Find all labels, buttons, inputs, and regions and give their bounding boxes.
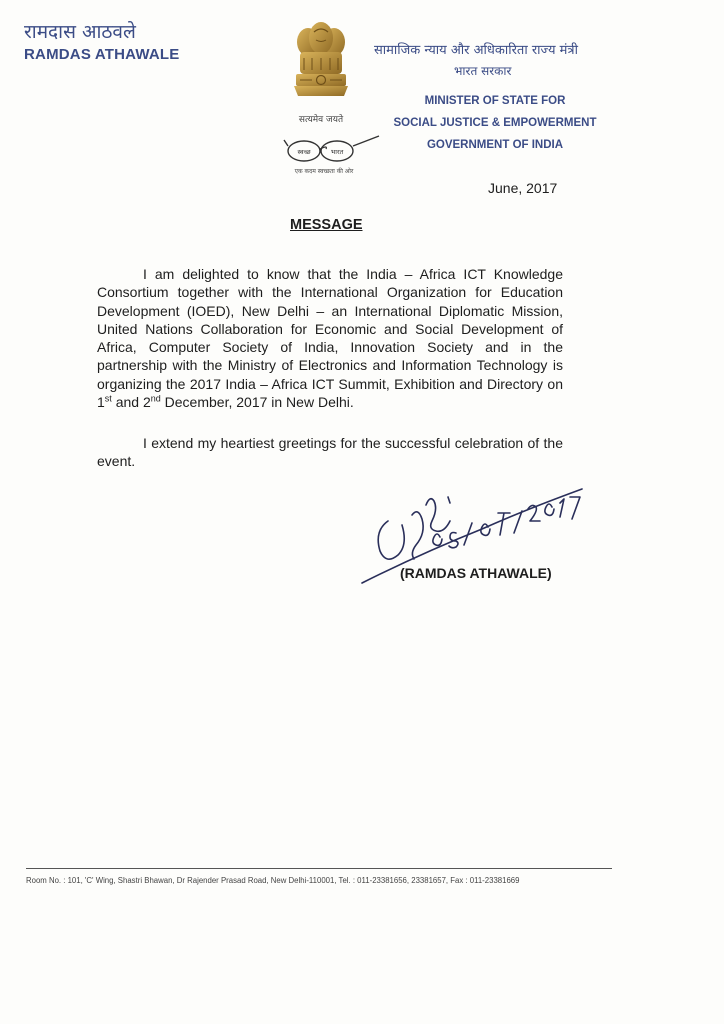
sender-name-english: RAMDAS ATHAWALE: [24, 46, 180, 63]
sender-name-hindi: रामदास आठवले: [24, 21, 136, 43]
message-paragraph-1: [97, 265, 563, 411]
emblem-motto: सत्यमेव जयते: [298, 115, 344, 125]
swachh-right-text: भारत: [330, 148, 344, 156]
footer-address: Room No. : 101, 'C' Wing, Shastri Bhawan, Dr Rajender Prasad Road, New Delhi-110001, Tel. : 011-23381656, 23381657, Fax : 011-23381669: [26, 876, 520, 885]
ministry-title-hindi: सामाजिक न्याय और अधिकारिता राज्य मंत्री: [374, 43, 578, 58]
para1-sup-nd: nd: [150, 393, 161, 404]
letter-date: June, 2017: [488, 180, 558, 196]
swachh-tagline: एक कदम स्वच्छता की ओर: [294, 168, 354, 175]
message-heading: MESSAGE: [290, 217, 363, 233]
signatory-name: (RAMDAS ATHAWALE): [400, 565, 552, 581]
para1-text-c: December, 2017 in New Delhi.: [160, 394, 354, 411]
para1-sup-st: st: [104, 393, 112, 404]
para1-text-b: and 2: [111, 394, 151, 411]
national-emblem-icon: [286, 18, 356, 126]
government-hindi: भारत सरकार: [454, 64, 512, 78]
para1-text-a: I am delighted to know that the India – Africa ICT Knowledge Consortium together with the International Organization for Education Development (IOED), New Delhi – an International Diplomatic Mission, United Nations Collaboration for Economic and Social Development of Africa, Computer Society of India, Innovation Society and in the partnership with the Ministry of Electronics and Information Technology is organizing the 2017 India – Africa ICT Summit, Exhibition and Directory on 1: [97, 266, 563, 411]
message-paragraph-2: I extend my heartiest greetings for the successful celebration of the event.: [97, 435, 563, 470]
footer-divider: [26, 868, 612, 869]
ministry-line-2: SOCIAL JUSTICE & EMPOWERMENT: [393, 117, 597, 129]
ministry-line-1: MINISTER OF STATE FOR: [424, 95, 566, 107]
swachh-left-text: स्वच्छ: [297, 148, 311, 156]
ministry-title-english: [388, 90, 602, 156]
ministry-line-3: GOVERNMENT OF INDIA: [426, 139, 564, 151]
